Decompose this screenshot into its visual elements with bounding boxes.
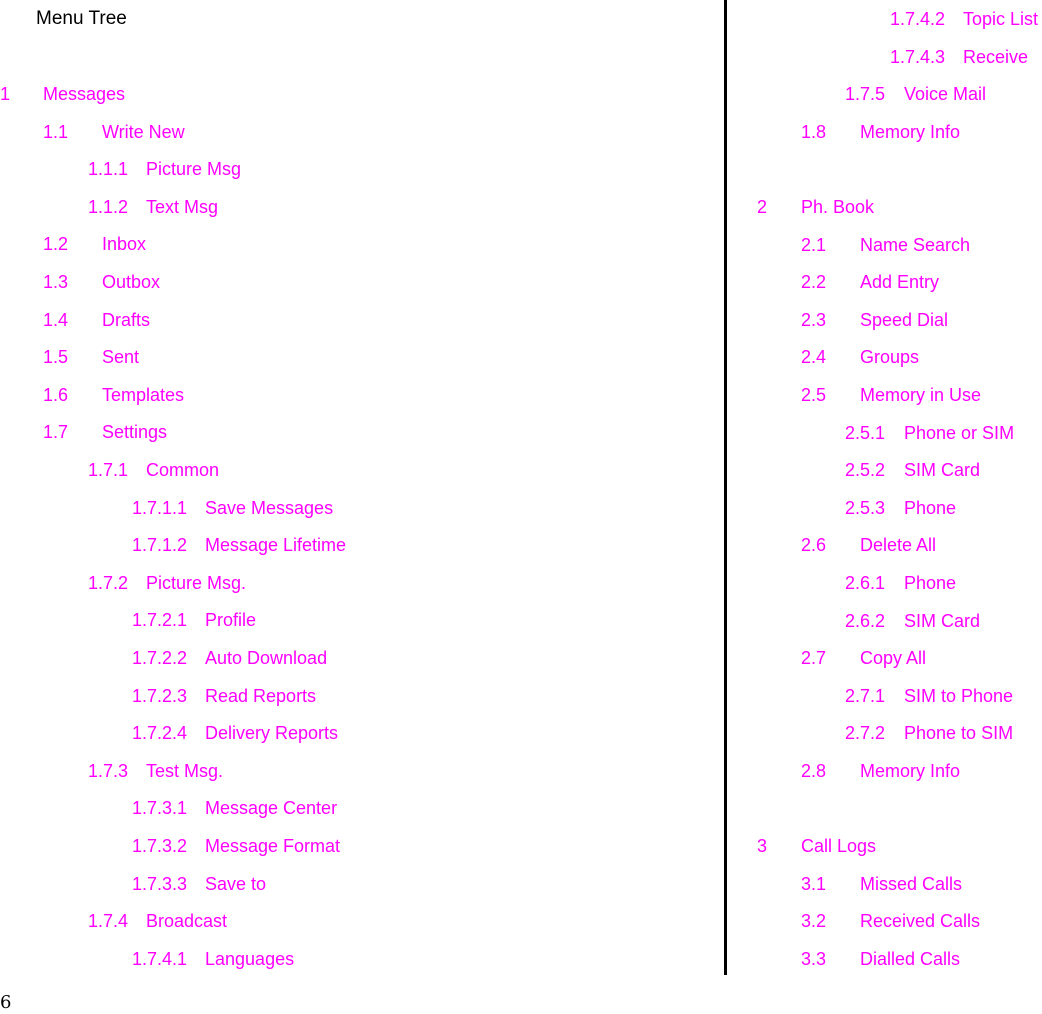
menu-item-label: Ph. Book — [801, 197, 875, 217]
menu-item-number: 1.7.2.4 — [132, 723, 188, 744]
menu-item-label: Write New — [102, 121, 185, 142]
menu-item-number: 1.7.2.3 — [132, 685, 188, 706]
menu-item-label: SIM to Phone — [904, 685, 1014, 706]
menu-item-label: Save Messages — [205, 497, 334, 518]
menu-item-number: 1.7.1 — [88, 460, 129, 480]
menu-item-label: Call Logs — [801, 836, 877, 857]
menu-item-number: 2.3 — [801, 309, 827, 330]
menu-item-label: Drafts — [102, 309, 151, 330]
menu-item-label: Memory in Use — [860, 385, 982, 405]
menu-item-number: 1.7.3.3 — [132, 873, 188, 894]
menu-item-label: Memory Info — [860, 121, 961, 142]
menu-item-number: 1.7.3 — [88, 760, 129, 781]
menu-item-number: 2.6.2 — [845, 610, 886, 631]
menu-item-number: 2.7.1 — [845, 685, 886, 706]
menu-item-number: 1.7.1.2 — [132, 535, 188, 556]
menu-item-number: 3.3 — [801, 949, 827, 969]
menu-item-number: 1.7.4.2 — [890, 9, 946, 29]
menu-item-label: Receive — [963, 46, 1029, 67]
menu-item-label: Save to — [205, 873, 267, 894]
menu-item-number: 1.6 — [43, 384, 69, 405]
menu-item-number: 1.3 — [43, 272, 69, 292]
menu-item-number: 3.2 — [801, 911, 827, 932]
menu-item-label: Phone to SIM — [904, 723, 1014, 744]
menu-item-label: Message Lifetime — [205, 535, 347, 556]
menu-item-number: 2.5.1 — [845, 422, 886, 443]
menu-item-number: 2.4 — [801, 347, 827, 368]
menu-item-label: Delete All — [860, 535, 937, 556]
menu-item-number: 2.7 — [801, 648, 827, 669]
menu-item-label: Groups — [860, 347, 920, 368]
menu-item-number: 1.7.4 — [88, 911, 129, 932]
menu-tree-right-column — [728, 0, 1042, 975]
menu-item-number: 1.7.3.2 — [132, 836, 188, 856]
menu-item-number: 2.5 — [801, 385, 827, 405]
menu-item-label: Received Calls — [860, 911, 981, 932]
menu-item-number: 1.7 — [43, 422, 69, 443]
menu-item-label: Broadcast — [146, 911, 228, 932]
menu-item-label: Languages — [205, 948, 295, 969]
menu-item-label: Sent — [102, 347, 140, 368]
menu-item-label: Speed Dial — [860, 309, 949, 330]
menu-item-number: 1.7.2.1 — [132, 610, 188, 631]
menu-item-number: 2.5.2 — [845, 460, 886, 481]
menu-item-number: 1.7.1.1 — [132, 497, 188, 518]
menu-item-label: Voice Mail — [904, 84, 987, 105]
menu-item-label: Phone — [904, 573, 957, 593]
menu-item-label: Name Search — [860, 234, 971, 255]
menu-item-label: Dialled Calls — [860, 949, 961, 969]
menu-item-label: Picture Msg — [146, 159, 242, 180]
menu-item-number: 3 — [757, 836, 768, 857]
menu-item-label: Message Center — [205, 798, 338, 819]
menu-item-label: Missed Calls — [860, 873, 963, 894]
menu-item-label: Memory Info — [860, 761, 961, 781]
menu-item-label: Auto Download — [205, 648, 328, 668]
menu-item-label: Topic List — [963, 9, 1039, 29]
menu-item-label: Text Msg — [146, 196, 219, 217]
menu-item-number: 2.2 — [801, 272, 827, 293]
column-divider — [724, 0, 727, 975]
menu-item-number: 1.7.4.1 — [132, 948, 188, 969]
menu-item-label: Read Reports — [205, 685, 317, 706]
menu-item-number: 3.1 — [801, 873, 827, 894]
menu-item-number: 1.8 — [801, 121, 827, 142]
menu-item-label: SIM Card — [904, 610, 981, 631]
menu-item-label: SIM Card — [904, 460, 981, 481]
menu-item-label: Add Entry — [860, 272, 940, 293]
menu-item-label: Common — [146, 460, 220, 480]
menu-item-number: 1.7.3.1 — [132, 798, 188, 819]
menu-item-number: 1.2 — [43, 234, 69, 255]
menu-item-number: 2.6.1 — [845, 573, 886, 593]
menu-item-label: Inbox — [102, 234, 147, 255]
page-number: 6 — [0, 992, 12, 1013]
menu-item-number: 1 — [0, 84, 11, 104]
menu-item-number: 2.5.3 — [845, 497, 886, 518]
menu-item-number: 1.1.1 — [88, 159, 129, 180]
page-title: Menu Tree — [36, 8, 127, 29]
menu-item-number: 2.1 — [801, 234, 827, 255]
menu-item-label: Copy All — [860, 648, 927, 669]
menu-item-number: 1.7.4.3 — [890, 46, 946, 67]
menu-item-label: Phone or SIM — [904, 422, 1015, 443]
menu-item-number: 2 — [757, 197, 768, 217]
menu-item-number: 1.7.2 — [88, 572, 129, 593]
menu-item-number: 1.7.2.2 — [132, 648, 188, 668]
menu-item-number: 1.1.2 — [88, 196, 129, 217]
menu-item-number: 1.4 — [43, 309, 69, 330]
menu-item-label: Message Format — [205, 836, 341, 856]
menu-item-number: 1.5 — [43, 347, 69, 368]
menu-item-label: Profile — [205, 610, 257, 631]
menu-item-label: Templates — [102, 384, 185, 405]
menu-item-number: 2.8 — [801, 761, 827, 781]
menu-item-label: Outbox — [102, 272, 161, 292]
menu-item-label: Settings — [102, 422, 168, 443]
menu-item-number: 2.6 — [801, 535, 827, 556]
menu-item-label: Picture Msg. — [146, 572, 247, 593]
menu-item-number: 1.7.5 — [845, 84, 886, 105]
menu-item-label: Test Msg. — [146, 760, 224, 781]
menu-item-label: Phone — [904, 497, 957, 518]
menu-item-number: 2.7.2 — [845, 723, 886, 744]
menu-item-label: Delivery Reports — [205, 723, 339, 744]
menu-item-label: Messages — [43, 84, 126, 104]
menu-item-number: 1.1 — [43, 121, 69, 142]
